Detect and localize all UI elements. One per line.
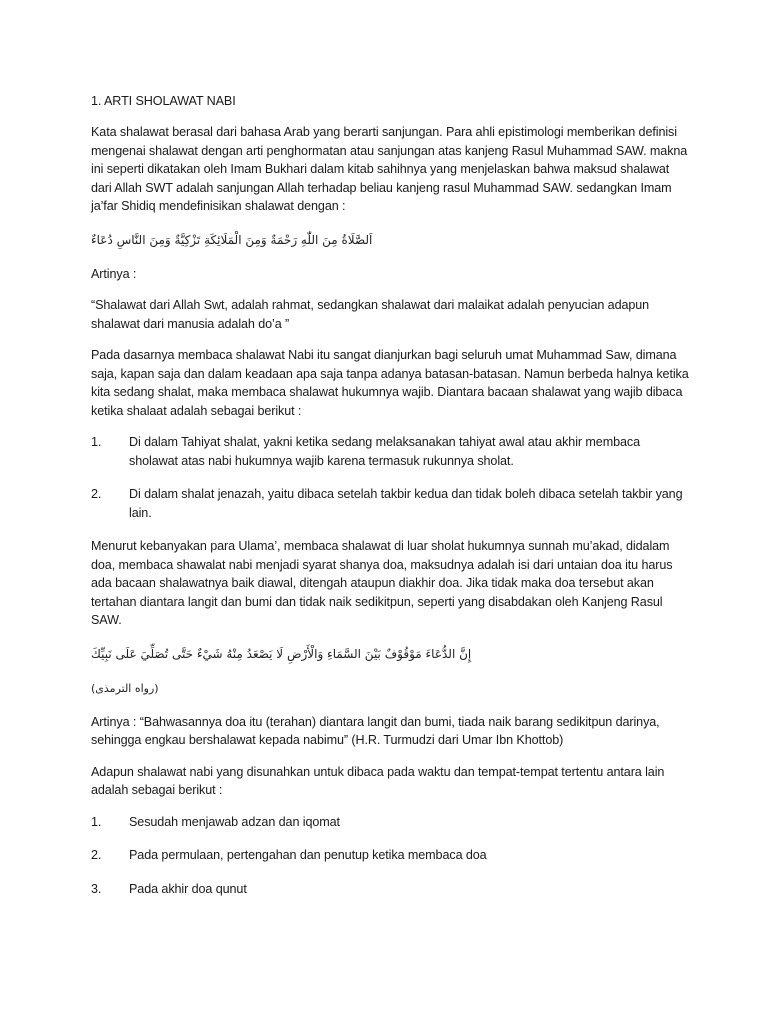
arabic-narrator: (رواه الترمذى) <box>91 681 159 695</box>
document-body <box>91 92 691 913</box>
list-item <box>91 846 691 865</box>
list-number: 3. <box>91 881 102 896</box>
list-text: Pada akhir doa qunut <box>129 881 247 896</box>
arabic-hadith: إِنَّ الدُّعَاءَ مَوْقُوْفٌ بَيْنَ السَّمَاءِ وَالْأَرْضِ لَا يَصْعَدُ مِنْهُ شَيْءٌ حَتَّى تُصَلِّيَ عَلَى نَبِيِّكَ <box>91 646 472 661</box>
list-item <box>91 813 691 832</box>
paragraph-sunnah-times: Adapun shalawat nabi yang disunahkan untuk dibaca pada waktu dan tempat-tempat tertentu antara lain adalah sebagai berikut : <box>91 764 665 797</box>
list-item <box>91 485 691 522</box>
paragraph-obligation: Pada dasarnya membaca shalawat Nabi itu sangat dianjurkan bagi seluruh umat Muhammad Saw, dimana saja, kapan saja dan dalam keadaan apa saja tanpa adanya batasan-batasan. Namun berbeda halnya ketika kita sedang shalat, maka membaca shalawat hukumnya wajib. Diantara bacaan shalawat yang wajib dibaca ketika shalaat adalah sebagai berikut : <box>91 348 689 418</box>
translation-quote: “Shalawat dari Allah Swt, adalah rahmat, sedangkan shalawat dari malaikat adalah penyucian adapun shalawat dari manusia adalah do’a ” <box>91 298 650 331</box>
arabic-quote-definition: اَلصَّلَاةُ مِنَ اللّٰهِ رَحْمَةٌ وَمِنَ الْمَلَائِكَةِ تَزْكِيَّةٌ وَمِنَ النَّاسِ دُعَاءٌ <box>91 232 373 247</box>
paragraph-sunnah: Menurut kebanyakan para Ulama’, membaca shalawat di luar sholat hukumnya sunnah mu’akad, didalam doa, membaca shawalat nabi menjadi syarat shanya doa, maksudnya adalah isi dari untaian doa itu harus ada bacaan shalawatnya baik diawal, ditengah ataupun diakhir doa. Jika tidak maka doa tersebut akan tertahan diantara langit dan bumi dan tidak naik sedikitpun, seperti yang disabdakan oleh Kanjeng Rasul SAW. <box>91 539 673 627</box>
list-number: 2. <box>91 487 102 501</box>
list-text: Di dalam Tahiyat shalat, yakni ketika sedang melaksanakan tahiyat awal atau akhir membaca sholawat atas nabi hukumnya wajib karena termasuk rukunnya sholat. <box>129 435 640 468</box>
list-item <box>91 433 691 470</box>
list-text: Di dalam shalat jenazah, yaitu dibaca setelah takbir kedua dan tidak boleh dibaca setelah takbir yang lain. <box>129 487 683 520</box>
list-number: 2. <box>91 848 102 862</box>
list-text: Sesudah menjawab adzan dan iqomat <box>129 814 340 829</box>
artinya-label: Artinya : <box>91 266 137 281</box>
list-item <box>91 880 691 899</box>
hadith-translation: Artinya : “Bahwasannya doa itu (terahan) diantara langit dan bumi, tiada naik barang sedikitpun darinya, sehingga engkau bershalawat kepada nabimu” (H.R. Turmudzi dari Umar Ibn Khottob) <box>91 714 660 747</box>
section-heading: 1. ARTI SHOLAWAT NABI <box>91 94 236 108</box>
list-number: 1. <box>91 435 102 449</box>
list-number: 1. <box>91 814 102 829</box>
paragraph-definition: Kata shalawat berasal dari bahasa Arab yang berarti sanjungan. Para ahli epistimologi memberikan definisi mengenai shalawat dengan arti penghormatan atau sanjungan atas kanjeng Rasul Muhammad SAW. makna ini seperti dikatakan oleh Imam Bukhari dalam kitab sahihnya yang menjelaskan bahwa maksud shalawat dari Allah SWT adalah sanjungan Allah terhadap beliau kanjeng rasul Muhammad SAW. sedangkan Imam ja’far Shidiq mendefinisikan shalawat dengan : <box>91 125 688 213</box>
list-text: Pada permulaan, pertengahan dan penutup ketika membaca doa <box>129 848 487 862</box>
